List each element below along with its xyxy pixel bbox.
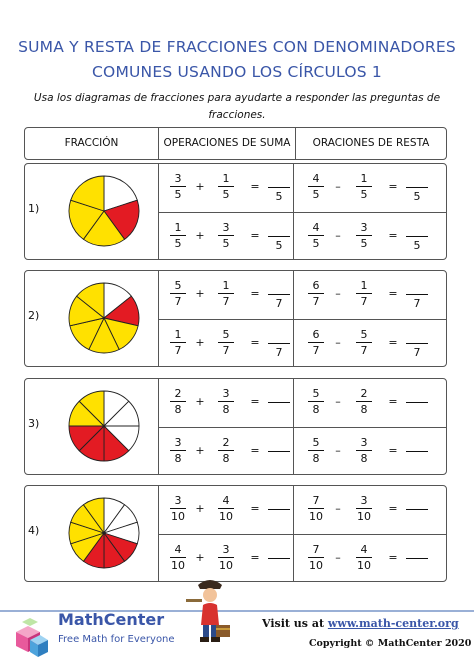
numerator: 4 [356,543,372,558]
problem-block [24,163,447,260]
denominator: 10 [357,510,371,523]
denominator: 8 [174,452,182,465]
numerator: 3 [218,543,234,558]
fraction [308,494,324,523]
denominator: 7 [312,344,320,357]
header-fraction: FRACCIÓN [64,137,119,149]
numerator: 3 [170,494,186,509]
fraction [218,387,234,416]
minus-sign: – [335,444,341,457]
denominator: 8 [360,452,368,465]
equals-sign: = [388,502,398,515]
answer-blank[interactable] [406,543,428,573]
fraction [308,172,324,201]
problem-number: 1) [28,202,40,215]
numerator: 3 [356,221,372,236]
numerator: 6 [308,328,324,343]
numerator: 1 [170,221,186,236]
numerator: 4 [308,221,324,236]
numerator: 7 [308,543,324,558]
numerator: 1 [356,172,372,187]
numerator: 3 [170,436,186,451]
answer-denominator: 7 [275,346,283,359]
answer-denominator: 5 [275,239,283,252]
numerator: 7 [308,494,324,509]
denominator: 7 [312,295,320,308]
fraction [170,387,186,416]
numerator: 5 [356,328,372,343]
denominator: 7 [174,295,182,308]
answer-line [268,509,290,510]
problem-block [24,270,447,367]
fraction [308,328,324,357]
denominator: 8 [174,403,182,416]
fraction [308,543,324,572]
denominator: 5 [312,237,320,250]
denominator: 8 [360,403,368,416]
equals-sign: = [250,395,260,408]
plus-sign: + [195,551,205,564]
answer-line [406,558,428,559]
numerator: 1 [218,279,234,294]
fraction [218,172,234,201]
denominator: 7 [174,344,182,357]
row-divider [158,427,446,428]
table-header [24,127,447,160]
answer-blank[interactable] [406,387,428,417]
equals-sign: = [250,336,260,349]
answer-line [268,187,290,188]
denominator: 10 [357,559,371,572]
fraction [356,328,372,357]
minus-sign: – [335,229,341,242]
denominator: 7 [360,295,368,308]
answer-blank[interactable] [406,436,428,466]
denominator: 10 [309,559,323,572]
copyright: Copyright © MathCenter 2020 [309,638,472,649]
denominator: 7 [222,295,230,308]
visit-line [262,617,459,630]
answer-blank[interactable] [268,387,290,417]
plus-sign: + [195,287,205,300]
denominator: 8 [222,452,230,465]
numerator: 2 [218,436,234,451]
denominator: 5 [312,188,320,201]
denominator: 5 [360,188,368,201]
numerator: 4 [170,543,186,558]
answer-denominator: 7 [413,346,421,359]
answer-line [268,294,290,295]
denominator: 10 [219,559,233,572]
minus-sign: – [335,502,341,515]
problem-block [24,485,447,582]
fraction [356,221,372,250]
answer-line [268,558,290,559]
header-sum: OPERACIONES DE SUMA [158,128,296,159]
row-divider [158,212,446,213]
worksheet-title-line-2: COMUNES USANDO LOS CÍRCULOS 1 [92,63,382,81]
fraction [218,221,234,250]
problem-number: 4) [28,524,40,537]
answer-line [406,509,428,510]
worksheet-title-line-1: SUMA Y RESTA DE FRACCIONES CON DENOMINADORES [18,38,456,56]
mathcenter-logo-icon [12,618,50,660]
answer-denominator: 5 [275,190,283,203]
fraction [218,279,234,308]
minus-sign: – [335,180,341,193]
numerator: 3 [356,436,372,451]
denominator: 7 [360,344,368,357]
equals-sign: = [250,502,260,515]
numerator: 1 [356,279,372,294]
fraction [356,387,372,416]
plus-sign: + [195,444,205,457]
answer-line [268,343,290,344]
answer-denominator: 7 [413,297,421,310]
fraction [170,436,186,465]
numerator: 5 [170,279,186,294]
fraction [356,543,372,572]
denominator: 5 [222,188,230,201]
fraction [308,436,324,465]
numerator: 4 [218,494,234,509]
fraction [218,436,234,465]
answer-blank[interactable] [268,221,290,251]
fraction [356,494,372,523]
problem-number: 2) [28,309,40,322]
header-subtract: ORACIONES DE RESTA [312,137,430,149]
answer-line [406,236,428,237]
brand-name: MathCenter [58,610,165,629]
answer-blank[interactable] [406,494,428,524]
denominator: 8 [222,403,230,416]
fraction [170,494,186,523]
minus-sign: – [335,395,341,408]
answer-line [268,451,290,452]
minus-sign: – [335,287,341,300]
fraction [308,387,324,416]
minus-sign: – [335,551,341,564]
numerator: 3 [218,387,234,402]
numerator: 3 [218,221,234,236]
equals-sign: = [388,229,398,242]
answer-line [406,294,428,295]
fraction [170,279,186,308]
answer-blank[interactable] [268,436,290,466]
fraction-circle [67,496,141,570]
numerator: 2 [170,387,186,402]
denominator: 5 [360,237,368,250]
denominator: 5 [174,188,182,201]
fraction [308,279,324,308]
denominator: 7 [222,344,230,357]
fraction [218,543,234,572]
fraction [308,221,324,250]
denominator: 10 [171,559,185,572]
fraction [356,436,372,465]
answer-blank[interactable] [406,172,428,202]
plus-sign: + [195,395,205,408]
equals-sign: = [250,287,260,300]
plus-sign: + [195,180,205,193]
row-divider [158,319,446,320]
answer-line [406,343,428,344]
fraction [170,172,186,201]
answer-denominator: 7 [275,297,283,310]
equals-sign: = [388,336,398,349]
numerator: 2 [356,387,372,402]
fraction [170,328,186,357]
fraction-circle [67,389,141,463]
denominator: 5 [174,237,182,250]
equals-sign: = [250,180,260,193]
fraction [170,543,186,572]
fraction [170,221,186,250]
answer-line [406,187,428,188]
equals-sign: = [250,551,260,564]
numerator: 4 [308,172,324,187]
numerator: 1 [218,172,234,187]
answer-blank[interactable] [406,328,428,358]
denominator: 8 [312,403,320,416]
problem-number: 3) [28,417,40,430]
fraction [356,172,372,201]
minus-sign: – [335,336,341,349]
row-divider [158,534,446,535]
equals-sign: = [388,287,398,300]
answer-blank[interactable] [406,221,428,251]
equals-sign: = [388,395,398,408]
numerator: 3 [170,172,186,187]
answer-line [268,402,290,403]
equals-sign: = [250,444,260,457]
numerator: 3 [356,494,372,509]
numerator: 5 [308,436,324,451]
answer-blank[interactable] [406,279,428,309]
equals-sign: = [388,180,398,193]
denominator: 8 [312,452,320,465]
denominator: 10 [309,510,323,523]
answer-line [268,236,290,237]
instructions: Usa los diagramas de fracciones para ayudarte a responder las preguntas de fracciones. [33,92,441,121]
denominator: 10 [171,510,185,523]
equals-sign: = [388,551,398,564]
equals-sign: = [388,444,398,457]
fraction-circle [67,174,141,248]
fraction [218,328,234,357]
fraction [218,494,234,523]
website-link[interactable]: www.math-center.org [327,617,459,630]
fraction-circle [67,281,141,355]
answer-blank[interactable] [268,172,290,202]
visit-label: Visit us at [262,617,325,630]
answer-denominator: 5 [413,190,421,203]
problem-block [24,378,447,475]
answer-blank[interactable] [268,328,290,358]
equals-sign: = [250,229,260,242]
numerator: 5 [308,387,324,402]
numerator: 5 [218,328,234,343]
pirate-mascot-icon [186,575,234,645]
numerator: 6 [308,279,324,294]
answer-blank[interactable] [268,543,290,573]
answer-line [406,451,428,452]
brand-tagline: Free Math for Everyone [58,634,175,645]
plus-sign: + [195,336,205,349]
denominator: 5 [222,237,230,250]
denominator: 10 [219,510,233,523]
plus-sign: + [195,502,205,515]
answer-line [406,402,428,403]
plus-sign: + [195,229,205,242]
numerator: 1 [170,328,186,343]
answer-denominator: 5 [413,239,421,252]
answer-blank[interactable] [268,494,290,524]
fraction [356,279,372,308]
answer-blank[interactable] [268,279,290,309]
